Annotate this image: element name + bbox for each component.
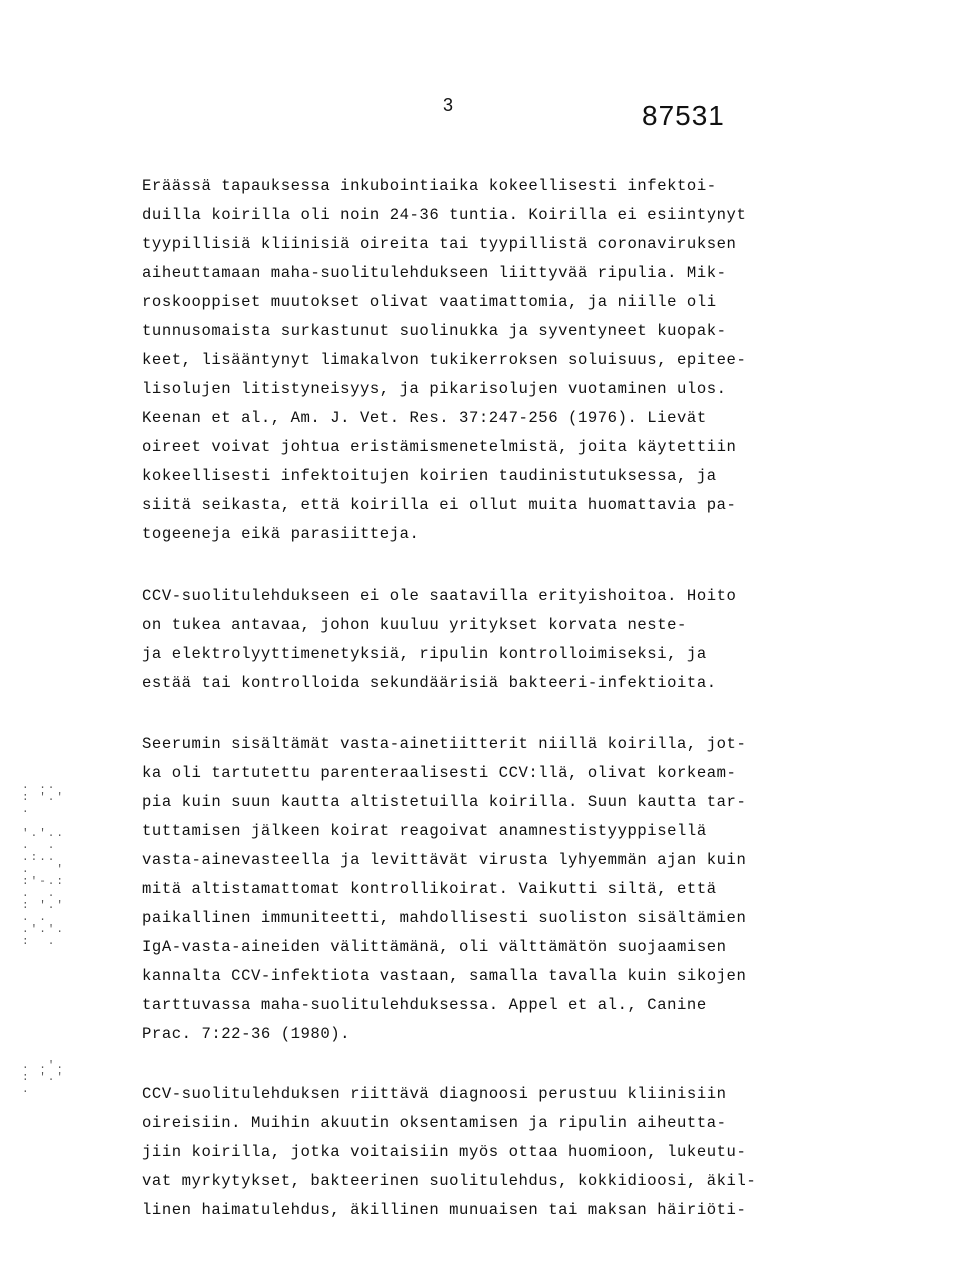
paragraph-treatment [142,582,862,698]
text-line: tyypillisiä kliinisiä oireita tai tyypillistä coronaviruksen [142,235,737,253]
text-line: paikallinen immuniteetti, mahdollisesti suoliston sisältämien [142,909,747,927]
text-line: IgA-vasta-aineiden välittämänä, oli välttämätön suojaamisen [142,938,727,956]
text-line: roskooppiset muutokset olivat vaatimattomia, ja niille oli [142,293,717,311]
text-line: ja elektrolyyttimenetyksiä, ripulin kontrolloimiseksi, ja [142,645,707,663]
paragraph-diagnosis [142,1080,862,1225]
text-line: estää tai kontrolloida sekundäärisiä bakteeri-infektioita. [142,674,717,692]
text-line: pia kuin suun kautta altistetuilla koirilla. Suun kautta tar- [142,793,747,811]
text-line: vasta-ainevasteella ja levittävät virusta lyhyemmän ajan kuin [142,851,747,869]
text-line: oireet voivat johtua eristämismenetelmistä, joita käytettiin [142,438,737,456]
text-line: lisolujen litistyneisyys, ja pikarisolujen vuotaminen ulos. [142,380,727,398]
text-line: Keenan et al., Am. J. Vet. Res. 37:247-256 (1976). Lievät [142,409,707,427]
text-line: kannalta CCV-infektiota vastaan, samalla tavalla kuin sikojen [142,967,747,985]
text-line: Prac. 7:22-36 (1980). [142,1025,351,1043]
text-line: oireisiin. Muihin akuutin oksentamisen ja ripulin aiheutta- [142,1114,727,1132]
text-line: linen haimatulehdus, äkillinen munuaisen tai maksan häiriöti- [142,1201,747,1219]
paragraph-antibody-titers [142,730,862,1049]
margin-scan-marks: . .. : '.' . '.'.. . . .:.. . ' :'-.: . . : '.' . . .'.'. : . [22,780,66,948]
text-line: CCV-suolitulehduksen riittävä diagnoosi perustuu kliinisiin [142,1085,727,1103]
text-line: mitä altistamattomat kontrollikoirat. Vaikutti siltä, että [142,880,717,898]
text-line: duilla koirilla oli noin 24-36 tuntia. Koirilla ei esiintynyt [142,206,747,224]
text-line: tarttuvassa maha-suolitulehduksessa. Appel et al., Canine [142,996,707,1014]
text-line: ka oli tartutettu parenteraalisesti CCV:llä, olivat korkeam- [142,764,737,782]
text-line: keet, lisääntynyt limakalvon tukikerroksen soluisuus, epitee- [142,351,747,369]
text-line: Seerumin sisältämät vasta-ainetiitterit niillä koirilla, jot- [142,735,747,753]
text-line: tunnusomaista surkastunut suolinukka ja syventyneet kuopak- [142,322,727,340]
page-number: 3 [443,95,454,115]
text-line: togeeneja eikä parasiitteja. [142,525,420,543]
text-line: vat myrkytykset, bakteerinen suolitulehdus, kokkidioosi, äkil- [142,1172,757,1190]
text-line: jiin koirilla, jotka voitaisiin myös ottaa huomioon, lukeutu- [142,1143,747,1161]
text-line: aiheuttamaan maha-suolitulehdukseen liittyvää ripulia. Mik- [142,264,727,282]
patent-number: 87531 [642,100,725,131]
text-line: kokeellisesti infektoitujen koirien taudinistutuksessa, ja [142,467,717,485]
text-line: on tukea antavaa, johon kuuluu yritykset korvata neste- [142,616,687,634]
paragraph-incubation [142,172,862,549]
text-line: CCV-suolitulehdukseen ei ole saatavilla erityishoitoa. Hoito [142,587,737,605]
text-line: Eräässä tapauksessa inkubointiaika kokeellisesti infektoi- [142,177,717,195]
text-line: siitä seikasta, että koirilla ei ollut muita huomattavia pa- [142,496,737,514]
margin-scan-marks-lower: . .'. : '.' . [22,1060,66,1096]
text-line: tuttamisen jälkeen koirat reagoivat anamnestistyyppisellä [142,822,707,840]
